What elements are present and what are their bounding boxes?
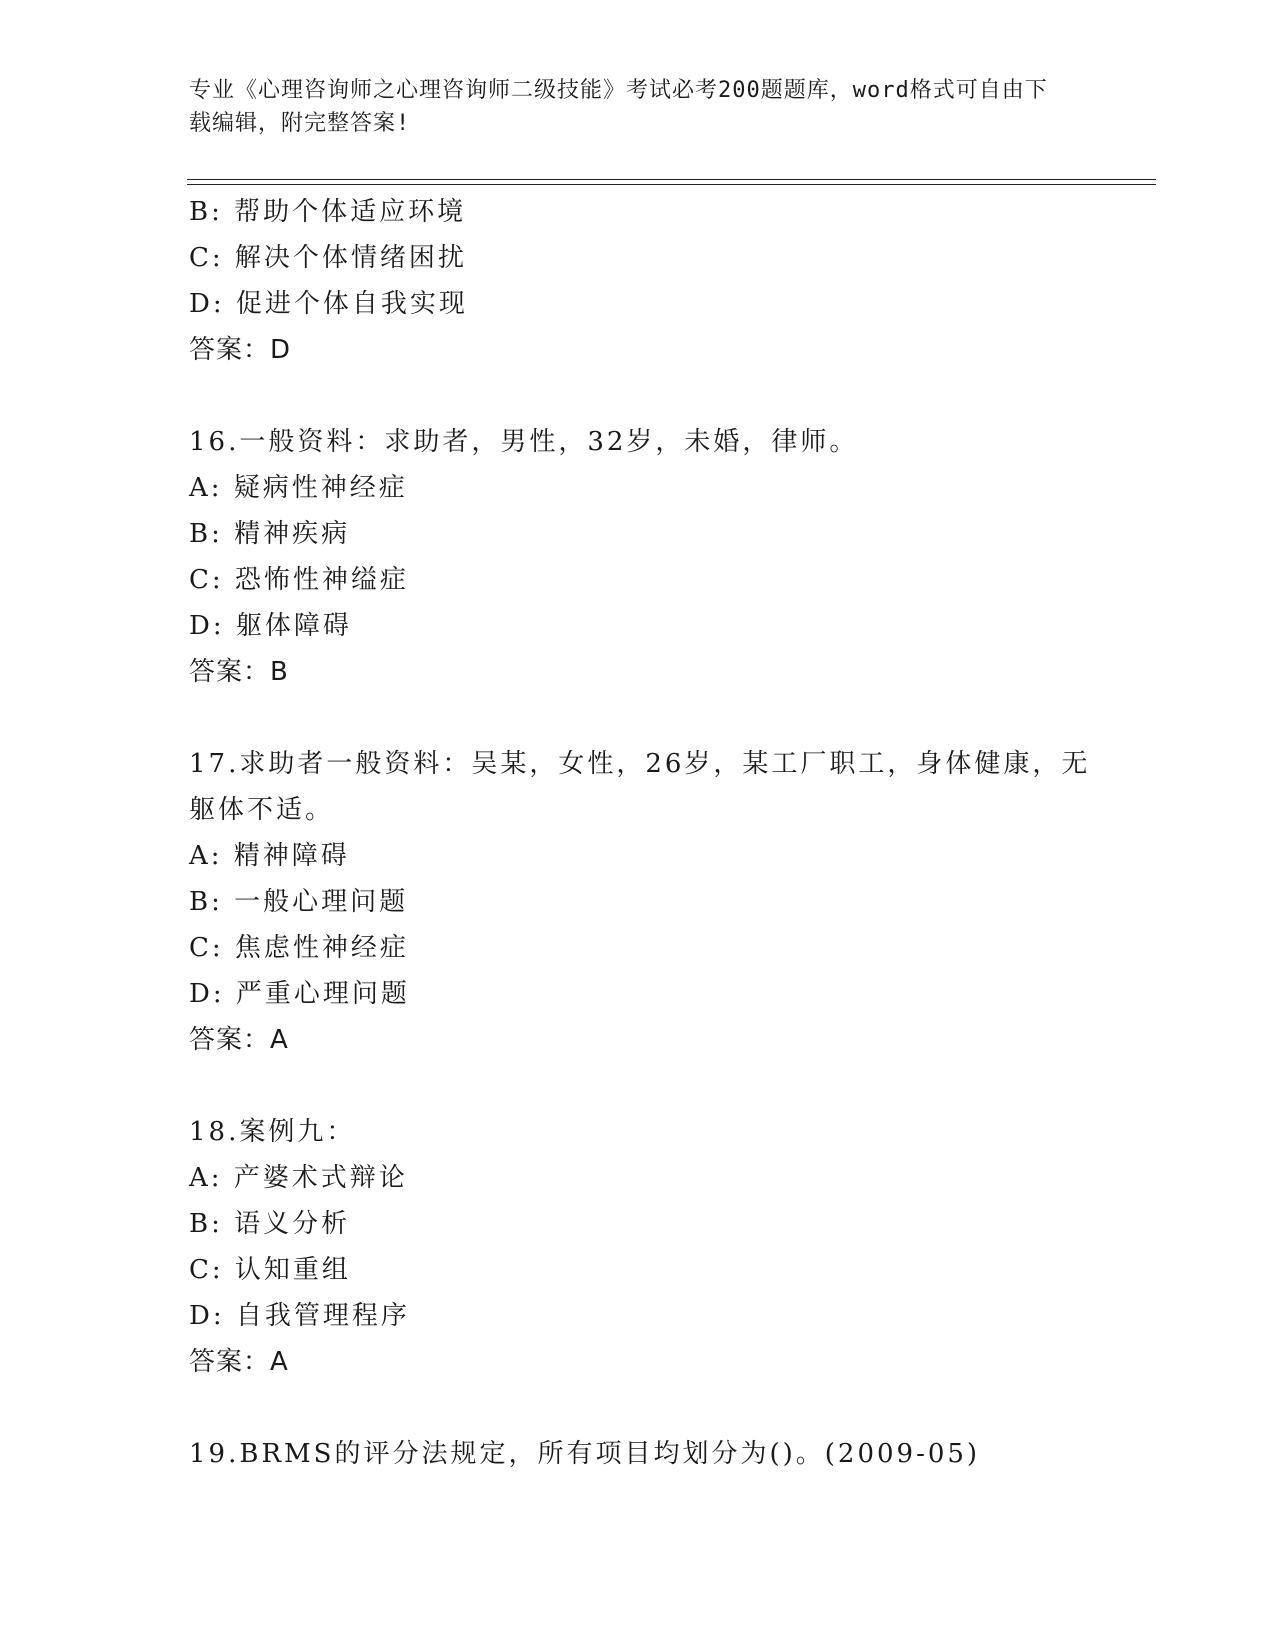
spacer [189,1063,1119,1109]
option-c: C: 焦虑性神经症 [189,933,409,963]
header-rule-top [187,179,1156,180]
option-b: B: 帮助个体适应环境 [189,197,467,227]
option-b: B: 精神疾病 [189,519,351,549]
question-15 [189,189,1119,373]
option-a: A: 疑病性神经症 [189,473,408,503]
question-list [189,189,1119,1477]
option-b: B: 一般心理问题 [189,887,409,917]
question-stem: 18.案例九： [189,1117,356,1147]
question-stem: 19.BRMS的评分法规定，所有项目均划分为()。(2009-05) [189,1439,981,1469]
question-19 [189,1431,1119,1477]
question-18 [189,1109,1119,1385]
document-header: 专业《心理咨询师之心理咨询师二级技能》考试必考200题题库，word格式可自由下载编辑，附完整答案! [189,78,1048,136]
spacer [189,373,1119,419]
option-a: A: 精神障碍 [189,841,350,871]
question-stem: 17.求助者一般资料：吴某，女性，26岁，某工厂职工，身体健康，无躯体不适。 [189,749,1091,825]
answer: 答案：A [189,1347,289,1377]
option-b: B: 语义分析 [189,1209,351,1239]
header-rule-bottom [187,184,1156,185]
option-d: D: 自我管理程序 [189,1301,410,1331]
option-c: C: 恐怖性神缢症 [189,565,409,595]
spacer [189,695,1119,741]
option-a: A: 产婆术式辩论 [189,1163,408,1193]
option-c: C: 解决个体情绪困扰 [189,243,467,273]
option-d: D: 躯体障碍 [189,611,352,641]
spacer [189,1385,1119,1431]
question-stem: 16.一般资料：求助者，男性，32岁，未婚，律师。 [189,427,859,457]
question-17 [189,741,1119,1063]
question-16 [189,419,1119,695]
answer: 答案：D [189,335,292,365]
option-d: D: 严重心理问题 [189,979,410,1009]
answer: 答案：B [189,657,289,687]
option-d: D: 促进个体自我实现 [189,289,468,319]
answer: 答案：A [189,1025,289,1055]
option-c: C: 认知重组 [189,1255,351,1285]
